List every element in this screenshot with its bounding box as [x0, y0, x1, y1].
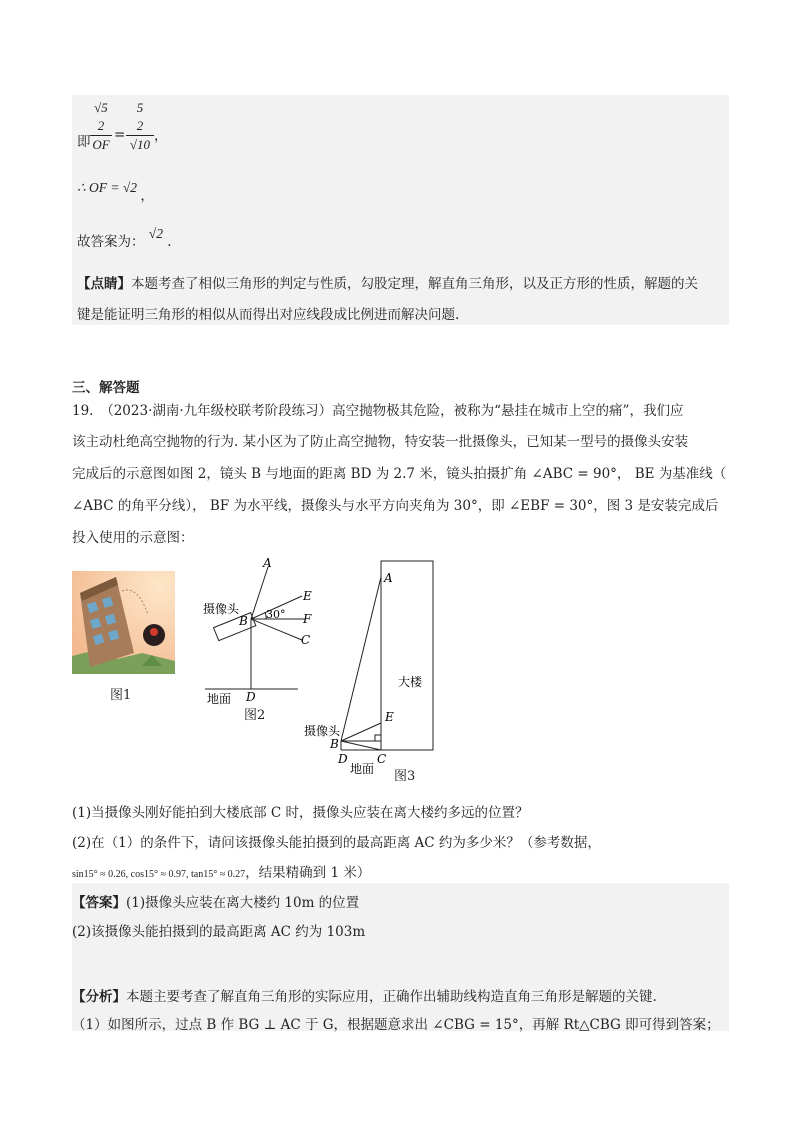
analysis-text-1: 本题主要考查了解直角三角形的实际应用，正确作出辅助线构造直角三角形是解题的关键.: [126, 989, 657, 1005]
answer-value: √2: [148, 226, 163, 241]
label-A: A: [263, 556, 272, 570]
label-D: D: [246, 690, 256, 704]
problem-line-4: ∠ABC 的角平分线）， BF 为水平线，摄像头与水平方向夹角为 30°，即 ∠EBF = 30°，图 3 是安装完成后: [72, 498, 719, 514]
reference-values: sin15° ≈ 0.26, cos15° ≈ 0.97, tan15° ≈ 0.27: [72, 869, 246, 880]
question-2: (2)在（1）的条件下，请问该摄像头能拍摄到的最高距离 AC 约为多少米？（参考数据，: [72, 835, 601, 851]
equals-sign: =: [114, 127, 126, 143]
fraction-right-denominator: √10: [129, 137, 151, 152]
reference-suffix: ，结果精确到 1 米）: [245, 865, 371, 881]
answer-tag: 【答案】: [72, 895, 126, 911]
label-building: 大楼: [398, 675, 423, 689]
label-E: E: [303, 589, 312, 603]
ray-BC: [251, 619, 302, 640]
fraction-right-mid: 2: [126, 117, 154, 136]
answer-prefix: 故答案为：: [77, 234, 145, 250]
label-ground: 地面: [350, 762, 375, 776]
label-B: B: [330, 737, 339, 751]
figure-1-caption: 图1: [110, 688, 132, 703]
analysis-line-1: [72, 985, 657, 1005]
analysis-line-2: （1）如图所示，过点 B 作 BG ⊥ AC 于 G，根据题意求出 ∠CBG = 15°，再解 Rt△CBG 即可得到答案；: [72, 1017, 720, 1033]
therefore-line: [77, 176, 154, 203]
comment-line-2: 键是能证明三角形的相似从而得出对应线段成比例进而解决问题.: [77, 307, 460, 323]
problem-line-2: 该主动杜绝高空抛物的行为. 某小区为了防止高空抛物，特安装一批摄像头，已知某一型号的摄像头安装: [72, 434, 689, 450]
fraction-right-numerator: 5: [136, 100, 144, 115]
label-camera: 摄像头: [203, 602, 240, 616]
label-D: D: [338, 752, 348, 766]
line-BC: [341, 741, 381, 750]
label-ground: 地面: [207, 692, 232, 706]
comma: ，: [154, 128, 168, 144]
label-C: C: [301, 633, 311, 647]
comment-line-1: [77, 272, 698, 292]
camera-body: [214, 613, 256, 641]
fraction-left-numerator: √5: [94, 100, 108, 115]
figure-2-caption: 图2: [244, 708, 266, 723]
answer-line-2: (2)该摄像头能拍摄到的最高距离 AC 约为 103m: [72, 924, 366, 940]
figure-3-diagram: [300, 555, 440, 785]
therefore-text: ∴ OF = √2: [77, 180, 137, 195]
fraction-left-mid: 2: [90, 117, 112, 136]
label-B: B: [239, 614, 248, 628]
fraction-left: [90, 99, 112, 154]
label-A: A: [384, 571, 393, 585]
fraction-right: [126, 99, 154, 154]
label-F: F: [303, 612, 312, 626]
ratio-equation: [77, 100, 91, 150]
reference-data: [72, 861, 370, 881]
label-camera: 摄像头: [304, 724, 341, 738]
figure-2-diagram: [195, 555, 310, 725]
problem-line-1: 19. （2023·湖南·九年级校联考阶段练习）高空抛物极其危险，被称为“悬挂在城市上空的痛”，我们应: [72, 403, 684, 419]
label-E: E: [385, 710, 394, 724]
analysis-tag: 【分析】: [72, 989, 126, 1005]
label-C: C: [377, 752, 387, 766]
line-BA: [341, 577, 381, 741]
prefix-text: 即: [77, 134, 91, 150]
answer-suffix: .: [167, 234, 172, 250]
question-1: (1)当摄像头刚好能拍到大楼底部 C 时，摄像头应装在离大楼约多远的位置？: [72, 805, 529, 821]
problem-line-5: 投入使用的示意图：: [72, 530, 194, 546]
label-angle-30: 30°: [266, 608, 286, 621]
figure-3-caption: 图3: [394, 769, 416, 784]
answer-line-1: [72, 891, 359, 911]
right-angle-mark: [375, 735, 381, 741]
figure-1-illustration: [72, 571, 175, 674]
therefore-comma: ，: [140, 188, 154, 203]
answer-1-text: (1)摄像头应装在离大楼约 10m 的位置: [126, 895, 360, 911]
comment-text-1: 本题考查了相似三角形的判定与性质，勾股定理，解直角三角形，以及正方形的性质，解题的关: [131, 276, 698, 292]
comment-tag: 【点睛】: [77, 276, 131, 292]
fraction-left-denominator: OF: [92, 137, 110, 152]
section-title: 三、解答题: [72, 380, 140, 396]
answer-line: [77, 226, 172, 250]
problem-line-3: 完成后的示意图如图 2，镜头 B 与地面的距离 BD 为 2.7 米，镜头拍摄扩角 ∠ABC = 90°， BE 为基准线（: [72, 466, 727, 482]
